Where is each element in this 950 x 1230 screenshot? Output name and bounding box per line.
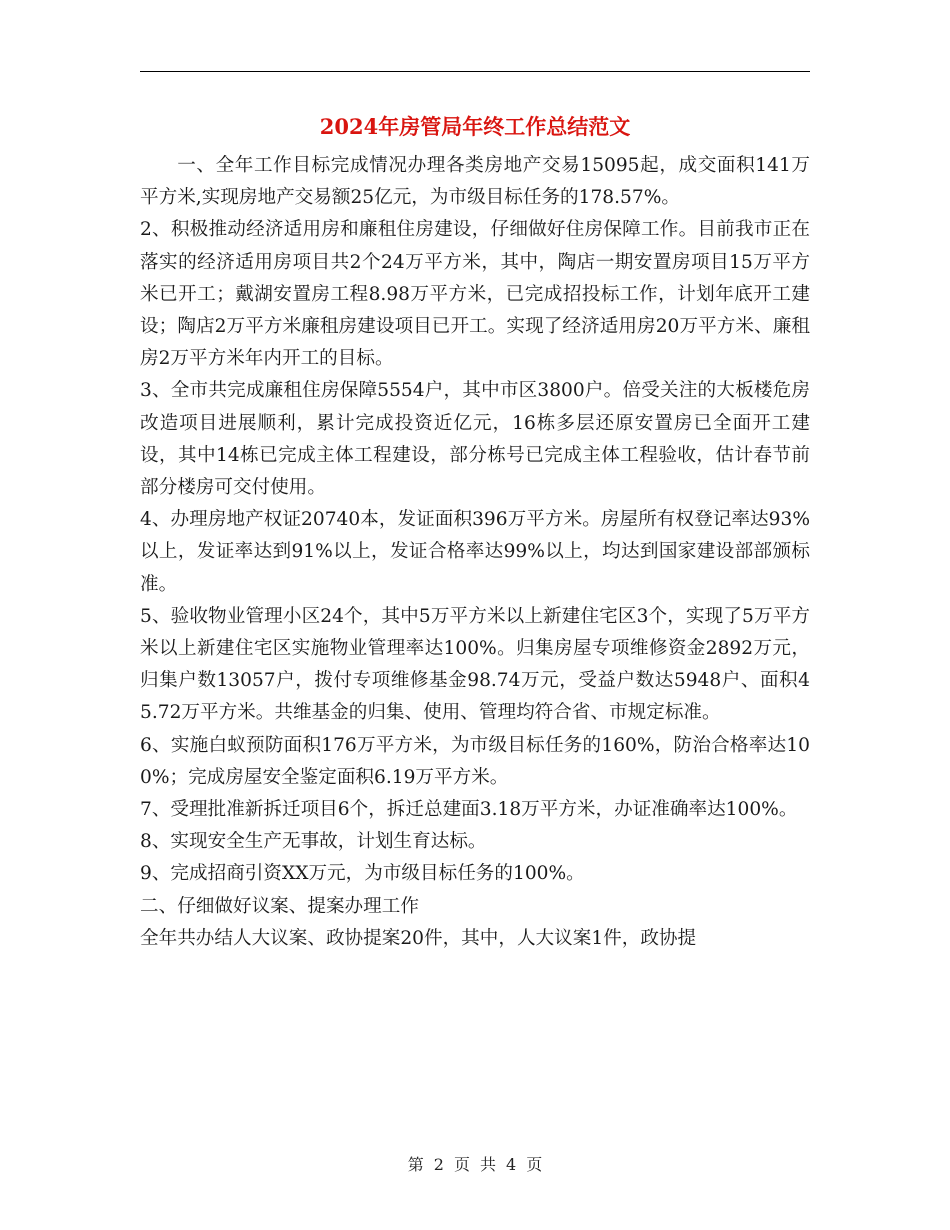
paragraph-5: 5、验收物业管理小区24个，其中5万平方米以上新建住宅区3个，实现了5万平方米以上新建住宅区实施物业管理率达100%。归集房屋专项维修资金2892万元，归集户数13057户，拨付专项维修基金98.74万元，受益户数达5948户、面积45.72万平方米。共维基金的归集、使用、管理均符合省、市规定标准。 bbox=[140, 605, 810, 724]
paragraph-8: 8、实现安全生产无事故，计划生育达标。 bbox=[140, 831, 487, 853]
paragraph-10: 全年共办结人大议案、政协提案20件，其中，人大议案1件，政协提 bbox=[140, 927, 697, 949]
page-footer bbox=[0, 1153, 950, 1177]
paragraph-9: 9、完成招商引资XX万元，为市级目标任务的100%。 bbox=[140, 863, 585, 885]
document-body bbox=[140, 150, 810, 955]
footer-ye-2: 页 bbox=[526, 1155, 543, 1174]
paragraph-1: 一、全年工作目标完成情况办理各类房地产交易15095起，成交面积141万平方米,实现房地产交易额25亿元，为市级目标任务的178.57%。 bbox=[140, 155, 810, 209]
paragraph-3: 3、全市共完成廉租住房保障5554户，其中市区3800户。倍受关注的大板楼危房改造项目进展顺利，累计完成投资近亿元，16栋多层还原安置房已全面开工建设，其中14栋已完成主体工程建设，部分栋号已完成主体工程验收，估计春节前部分楼房可交付使用。 bbox=[140, 380, 810, 499]
document-title: 2024年房管局年终工作总结范文 bbox=[319, 114, 631, 139]
footer-gong: 共 bbox=[480, 1155, 497, 1174]
footer-ye: 页 bbox=[453, 1155, 470, 1174]
footer-total-pages: 4 bbox=[506, 1155, 517, 1174]
paragraph-4: 4、办理房地产权证20740本，发证面积396万平方米。房屋所有权登记率达93%以上，发证率达到91%以上，发证合格率达99%以上，均达到国家建设部部颁标准。 bbox=[140, 509, 810, 595]
paragraph-6: 6、实施白蚁预防面积176万平方米，为市级目标任务的160%，防治合格率达100%；完成房屋安全鉴定面积6.19万平方米。 bbox=[140, 734, 810, 788]
section-heading-2: 二、仔细做好议案、提案办理工作 bbox=[140, 895, 419, 917]
header-rule bbox=[140, 71, 810, 72]
paragraph-7: 7、受理批准新拆迁项目6个，拆迁总建面3.18万平方米，办证准确率达100%。 bbox=[140, 799, 798, 821]
paragraph-2: 2、积极推动经济适用房和廉租住房建设，仔细做好住房保障工作。目前我市正在落实的经济适用房项目共2个24万平方米，其中，陶店一期安置房项目15万平方米已开工；戴湖安置房工程8.98万平方米，已完成招投标工作，计划年底开工建设；陶店2万平方米廉租房建设项目已开工。实现了经济适用房20万平方米、廉租房2万平方米年内开工的目标。 bbox=[140, 219, 810, 370]
footer-di: 第 bbox=[407, 1155, 424, 1174]
footer-page-number: 2 bbox=[433, 1155, 444, 1174]
